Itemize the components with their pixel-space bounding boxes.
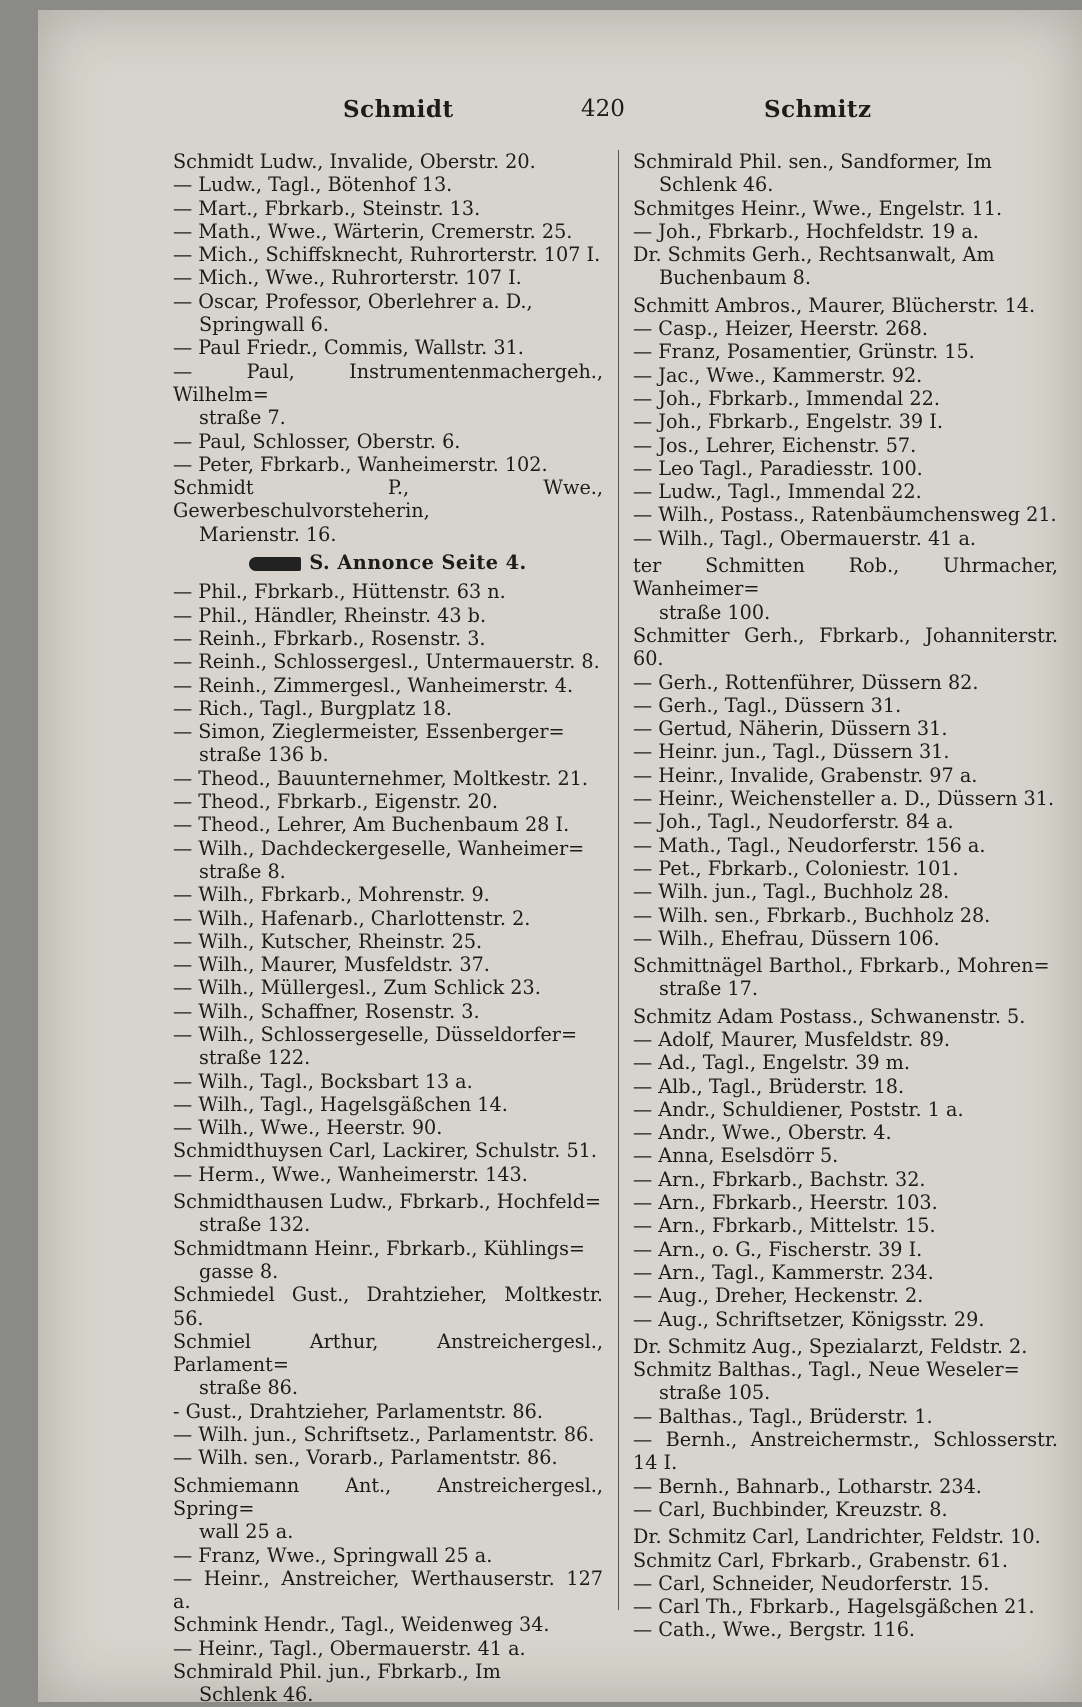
entry-line: Schmidt P., Wwe., Gewerbeschulvorsteherin, bbox=[173, 476, 603, 523]
entry-line: — Wilh., Tagl., Obermauerstr. 41 a. bbox=[633, 526, 976, 550]
entry-line: Schmitz Balthas., Tagl., Neue Weseler= bbox=[633, 1358, 1020, 1382]
directory-entry bbox=[173, 1544, 603, 1567]
entry-line: Schmitz Adam Postass., Schwanenstr. 5. bbox=[633, 1004, 1026, 1028]
directory-entry bbox=[173, 1446, 603, 1469]
entry-line: Schmidtmann Heinr., Fbrkarb., Kühlings= bbox=[173, 1236, 586, 1260]
entry-line: - Gust., Drahtzieher, Parlamentstr. 86. bbox=[173, 1399, 543, 1423]
directory-entry bbox=[173, 976, 603, 999]
directory-entry bbox=[633, 387, 1058, 410]
left-column bbox=[173, 150, 603, 1707]
entry-continuation: gasse 8. bbox=[199, 1259, 279, 1283]
header-right-surname: Schmitz bbox=[764, 96, 872, 123]
directory-entry bbox=[173, 173, 603, 196]
entry-line: Dr. Schmits Gerh., Rechtsanwalt, Am bbox=[633, 243, 995, 267]
entry-line: Schmirald Phil. jun., Fbrkarb., Im bbox=[173, 1660, 501, 1683]
entry-line: — Ludw., Tagl., Bötenhof 13. bbox=[173, 173, 453, 197]
directory-entry bbox=[173, 266, 603, 289]
directory-entry bbox=[633, 1572, 1058, 1595]
entry-line: — Gertud, Näherin, Düssern 31. bbox=[633, 717, 948, 741]
entry-line: — Joh., Fbrkarb., Engelstr. 39 I. bbox=[633, 410, 943, 434]
entry-continuation: straße 7. bbox=[199, 406, 286, 430]
entry-line: — Simon, Zieglermeister, Essenberger= bbox=[173, 720, 565, 744]
directory-entry bbox=[173, 883, 603, 906]
entry-line: Schmink Hendr., Tagl., Weidenweg 34. bbox=[173, 1613, 550, 1637]
directory-entry bbox=[173, 650, 603, 673]
directory-entry bbox=[633, 1261, 1058, 1284]
directory-entry bbox=[633, 954, 1058, 1001]
entry-line: — Theod., Lehrer, Am Buchenbaum 28 I. bbox=[173, 813, 570, 837]
entry-line: — Reinh., Fbrkarb., Rosenstr. 3. bbox=[173, 626, 486, 650]
directory-entry bbox=[173, 767, 603, 790]
directory-entry bbox=[633, 1498, 1058, 1521]
entry-line: Dr. Schmitz Aug., Spezialarzt, Feldstr. 2. bbox=[633, 1334, 1028, 1358]
entry-line: — Heinr. jun., Tagl., Düssern 31. bbox=[633, 740, 950, 764]
entry-line: — Leo Tagl., Paradiesstr. 100. bbox=[633, 456, 923, 480]
directory-entry bbox=[173, 1190, 603, 1237]
directory-entry bbox=[173, 837, 603, 884]
entry-line: — Balthas., Tagl., Brüderstr. 1. bbox=[633, 1404, 933, 1428]
entry-line: Schmittnägel Barthol., Fbrkarb., Mohren= bbox=[633, 954, 1050, 978]
entry-line: — Alb., Tagl., Brüderstr. 18. bbox=[633, 1074, 905, 1098]
directory-entry bbox=[173, 453, 603, 476]
entry-line: — Rich., Tagl., Burgplatz 18. bbox=[173, 696, 452, 720]
entry-line: — Aug., Dreher, Heckenstr. 2. bbox=[633, 1284, 924, 1308]
directory-entry bbox=[633, 1335, 1058, 1358]
directory-entry bbox=[633, 317, 1058, 340]
entry-line: Schmidt Ludw., Invalide, Oberstr. 20. bbox=[173, 150, 536, 173]
directory-entry bbox=[173, 476, 603, 546]
entry-continuation: straße 132. bbox=[199, 1213, 311, 1237]
entry-continuation: wall 25 a. bbox=[199, 1520, 294, 1544]
entry-line: — Heinr., Tagl., Obermauerstr. 41 a. bbox=[173, 1636, 526, 1660]
directory-entry bbox=[173, 1637, 603, 1660]
entry-line: — Paul, Instrumentenmachergeh., Wilhelm= bbox=[173, 359, 603, 406]
entry-line: — Franz, Posamentier, Grünstr. 15. bbox=[633, 340, 975, 364]
entry-line: — Wilh. sen., Fbrkarb., Buchholz 28. bbox=[633, 903, 991, 927]
directory-entry bbox=[633, 1618, 1058, 1641]
directory-entry bbox=[173, 953, 603, 976]
entry-line: — Wilh., Fbrkarb., Mohrenstr. 9. bbox=[173, 883, 490, 907]
entry-line: Schmiedel Gust., Drahtzieher, Moltkestr. 56. bbox=[173, 1283, 603, 1330]
directory-entry bbox=[633, 527, 1058, 550]
directory-entry bbox=[633, 740, 1058, 763]
entry-line: — Adolf, Maurer, Musfeldstr. 89. bbox=[633, 1027, 951, 1051]
annonce-text: S. Annonce Seite 4. bbox=[309, 551, 527, 575]
directory-entry bbox=[173, 1660, 603, 1707]
directory-entry bbox=[173, 1283, 603, 1330]
entry-line: — Reinh., Zimmergesl., Wanheimerstr. 4. bbox=[173, 673, 574, 697]
directory-entry bbox=[173, 1093, 603, 1116]
directory-entry bbox=[633, 1191, 1058, 1214]
directory-entry bbox=[173, 720, 603, 767]
directory-entry bbox=[633, 1051, 1058, 1074]
entry-line: — Carl, Schneider, Neudorferstr. 15. bbox=[633, 1571, 990, 1595]
entry-line: — Math., Wwe., Wärterin, Cremerstr. 25. bbox=[173, 219, 573, 243]
entry-line: ter Schmitten Rob., Uhrmacher, Wanheimer= bbox=[633, 554, 1058, 601]
directory-entry bbox=[173, 813, 603, 836]
entry-line: Schmidthuysen Carl, Lackirer, Schulstr. 51. bbox=[173, 1139, 597, 1163]
entry-line: — Wilh. jun., Tagl., Buchholz 28. bbox=[633, 880, 950, 904]
directory-entry bbox=[633, 434, 1058, 457]
directory-entry bbox=[633, 364, 1058, 387]
entry-line: Schmitt Ambros., Maurer, Blücherstr. 14. bbox=[633, 293, 1036, 317]
directory-entry bbox=[633, 880, 1058, 903]
entry-line: — Arn., o. G., Fischerstr. 39 I. bbox=[633, 1237, 923, 1261]
directory-entry bbox=[633, 834, 1058, 857]
directory-entry bbox=[633, 410, 1058, 433]
entry-line: Schmitter Gerh., Fbrkarb., Johanniterstr. 60. bbox=[633, 623, 1058, 671]
directory-entry bbox=[633, 1284, 1058, 1307]
entry-line: — Carl Th., Fbrkarb., Hagelsgäßchen 21. bbox=[633, 1595, 1035, 1619]
entry-line: — Phil., Händler, Rheinstr. 43 b. bbox=[173, 603, 487, 627]
entry-line: — Wilh., Postass., Ratenbäumchensweg 21. bbox=[633, 503, 1057, 527]
entry-continuation: straße 8. bbox=[199, 859, 286, 883]
entry-line: — Pet., Fbrkarb., Coloniestr. 101. bbox=[633, 856, 959, 880]
entry-line: — Phil., Fbrkarb., Hüttenstr. 63 n. bbox=[173, 580, 506, 604]
entry-line: — Peter, Fbrkarb., Wanheimerstr. 102. bbox=[173, 452, 548, 476]
entry-line: — Wilh., Kutscher, Rheinstr. 25. bbox=[173, 929, 483, 953]
directory-entry bbox=[173, 1400, 603, 1423]
entry-line: — Franz, Wwe., Springwall 25 a. bbox=[173, 1543, 493, 1567]
directory-entry bbox=[633, 1121, 1058, 1144]
entry-line: — Mart., Fbrkarb., Steinstr. 13. bbox=[173, 196, 481, 220]
entry-line: — Wilh., Tagl., Hagelsgäßchen 14. bbox=[173, 1092, 508, 1116]
entry-line: Dr. Schmitz Carl, Landrichter, Feldstr. 10. bbox=[633, 1525, 1041, 1549]
directory-entry bbox=[173, 790, 603, 813]
entry-line: — Theod., Fbrkarb., Eigenstr. 20. bbox=[173, 790, 498, 814]
entry-line: — Joh., Tagl., Neudorferstr. 84 a. bbox=[633, 810, 954, 834]
entry-line: — Arn., Fbrkarb., Mittelstr. 15. bbox=[633, 1214, 936, 1238]
entry-line: — Gerh., Tagl., Düssern 31. bbox=[633, 693, 902, 717]
entry-line: — Mich., Wwe., Ruhrorterstr. 107 I. bbox=[173, 266, 522, 290]
directory-entry bbox=[173, 1116, 603, 1139]
directory-entry bbox=[173, 907, 603, 930]
directory-entry bbox=[173, 290, 603, 337]
directory-entry bbox=[633, 1475, 1058, 1498]
entry-continuation: straße 122. bbox=[199, 1046, 311, 1070]
directory-entry bbox=[633, 554, 1058, 624]
directory-entry bbox=[633, 1238, 1058, 1261]
directory-entry bbox=[173, 604, 603, 627]
directory-entry bbox=[633, 810, 1058, 833]
entry-continuation: Schlenk 46. bbox=[659, 173, 774, 197]
entry-line: Schmitz Carl, Fbrkarb., Grabenstr. 61. bbox=[633, 1548, 1008, 1572]
entry-continuation: straße 105. bbox=[659, 1381, 771, 1405]
entry-line: Schmirald Phil. sen., Sandformer, Im bbox=[633, 150, 992, 173]
directory-entry bbox=[633, 927, 1058, 950]
entry-line: — Aug., Schriftsetzer, Königsstr. 29. bbox=[633, 1307, 985, 1331]
directory-entry bbox=[173, 1163, 603, 1186]
header-left-surname: Schmidt bbox=[343, 96, 454, 123]
directory-entry bbox=[633, 857, 1058, 880]
directory-entry bbox=[633, 1144, 1058, 1167]
entry-line: Schmiel Arthur, Anstreichergesl., Parlament= bbox=[173, 1329, 603, 1377]
directory-entry bbox=[173, 1000, 603, 1023]
entry-line: — Wilh., Schlossergeselle, Düsseldorfer= bbox=[173, 1022, 578, 1046]
directory-entry bbox=[173, 430, 603, 453]
entry-line: — Jos., Lehrer, Eichenstr. 57. bbox=[633, 433, 917, 457]
directory-entry bbox=[633, 1308, 1058, 1331]
directory-entry bbox=[173, 1237, 603, 1284]
directory-entry bbox=[633, 197, 1058, 220]
directory-page bbox=[38, 10, 1082, 1707]
directory-entry bbox=[173, 930, 603, 953]
entry-line: — Wilh., Ehefrau, Düssern 106. bbox=[633, 926, 940, 950]
entry-line: — Wilh. sen., Vorarb., Parlamentstr. 86. bbox=[173, 1446, 558, 1470]
entry-line: — Carl, Buchbinder, Kreuzstr. 8. bbox=[633, 1497, 948, 1521]
entry-line: — Wilh., Hafenarb., Charlottenstr. 2. bbox=[173, 906, 531, 930]
directory-entry bbox=[633, 480, 1058, 503]
directory-entry bbox=[633, 1405, 1058, 1428]
column-divider bbox=[618, 150, 619, 1610]
entry-line: — Theod., Bauunternehmer, Moltkestr. 21. bbox=[173, 766, 589, 790]
directory-entry bbox=[173, 674, 603, 697]
directory-entry bbox=[633, 294, 1058, 317]
entry-line: — Anna, Eselsdörr 5. bbox=[633, 1144, 839, 1168]
entry-line: — Joh., Fbrkarb., Hochfeldstr. 19 a. bbox=[633, 219, 979, 243]
directory-entry bbox=[633, 624, 1058, 671]
directory-entry bbox=[633, 1549, 1058, 1572]
entry-line: — Wilh., Müllergesl., Zum Schlick 23. bbox=[173, 976, 541, 1000]
directory-entry bbox=[633, 1428, 1058, 1475]
entry-continuation: Buchenbaum 8. bbox=[659, 266, 811, 290]
entry-line: — Gerh., Rottenführer, Düssern 82. bbox=[633, 670, 979, 694]
directory-entry bbox=[633, 1214, 1058, 1237]
directory-entry bbox=[633, 764, 1058, 787]
entry-continuation: Springwall 6. bbox=[199, 313, 329, 337]
entry-line: — Ad., Tagl., Engelstr. 39 m. bbox=[633, 1051, 910, 1075]
directory-entry bbox=[633, 503, 1058, 526]
directory-entry bbox=[173, 360, 603, 430]
entry-continuation: straße 86. bbox=[199, 1376, 298, 1400]
entry-line: — Herm., Wwe., Wanheimerstr. 143. bbox=[173, 1162, 528, 1186]
entry-continuation: straße 17. bbox=[659, 977, 758, 1001]
entry-line: — Bernh., Anstreichermstr., Schlosserstr. 14 I. bbox=[633, 1428, 1058, 1475]
entry-line: — Wilh., Wwe., Heerstr. 90. bbox=[173, 1116, 443, 1140]
annonce-notice bbox=[173, 551, 603, 574]
directory-entry bbox=[633, 1595, 1058, 1618]
directory-entry bbox=[173, 243, 603, 266]
entry-line: — Arn., Fbrkarb., Bachstr. 32. bbox=[633, 1167, 926, 1191]
directory-entry bbox=[173, 1330, 603, 1400]
directory-entry bbox=[173, 1474, 603, 1544]
entry-line: — Paul Friedr., Commis, Wallstr. 31. bbox=[173, 336, 524, 360]
entry-line: Schmiemann Ant., Anstreichergesl., Spring= bbox=[173, 1473, 603, 1520]
directory-entry bbox=[633, 1358, 1058, 1405]
entry-continuation: Schlenk 46. bbox=[199, 1683, 314, 1707]
entry-line: — Math., Tagl., Neudorferstr. 156 a. bbox=[633, 833, 986, 857]
directory-entry bbox=[173, 1613, 603, 1636]
directory-entry bbox=[633, 220, 1058, 243]
entry-line: — Joh., Fbrkarb., Immendal 22. bbox=[633, 386, 940, 410]
directory-entry bbox=[633, 1525, 1058, 1548]
directory-entry bbox=[173, 1423, 603, 1446]
entry-line: — Oscar, Professor, Oberlehrer a. D., bbox=[173, 289, 533, 313]
entry-line: — Cath., Wwe., Bergstr. 116. bbox=[633, 1618, 916, 1642]
directory-entry bbox=[633, 904, 1058, 927]
entry-line: — Mich., Schiffsknecht, Ruhrorterstr. 107 I. bbox=[173, 243, 601, 267]
directory-entry bbox=[173, 697, 603, 720]
directory-entry bbox=[173, 150, 603, 173]
directory-entry bbox=[633, 717, 1058, 740]
directory-entry bbox=[633, 1005, 1058, 1028]
directory-entry bbox=[173, 580, 603, 603]
directory-entry bbox=[633, 787, 1058, 810]
directory-entry bbox=[633, 694, 1058, 717]
directory-entry bbox=[633, 243, 1058, 290]
entry-line: — Jac., Wwe., Kammerstr. 92. bbox=[633, 363, 923, 387]
entry-line: Schmitges Heinr., Wwe., Engelstr. 11. bbox=[633, 196, 1003, 220]
entry-line: — Heinr., Invalide, Grabenstr. 97 a. bbox=[633, 763, 978, 787]
page-number: 420 bbox=[581, 96, 625, 122]
directory-entry bbox=[173, 197, 603, 220]
right-column bbox=[633, 150, 1058, 1642]
directory-entry bbox=[633, 457, 1058, 480]
directory-entry bbox=[633, 1075, 1058, 1098]
entry-line: — Wilh., Dachdeckergeselle, Wanheimer= bbox=[173, 836, 585, 860]
directory-entry bbox=[173, 1139, 603, 1162]
entry-line: — Andr., Wwe., Oberstr. 4. bbox=[633, 1121, 892, 1145]
entry-line: — Arn., Fbrkarb., Heerstr. 103. bbox=[633, 1191, 938, 1215]
entry-line: — Arn., Tagl., Kammerstr. 234. bbox=[633, 1260, 934, 1284]
directory-entry bbox=[173, 1023, 603, 1070]
entry-continuation: straße 100. bbox=[659, 600, 771, 624]
directory-entry bbox=[633, 1168, 1058, 1191]
directory-entry bbox=[173, 336, 603, 359]
entry-line: — Wilh., Schaffner, Rosenstr. 3. bbox=[173, 999, 480, 1023]
entry-line: — Bernh., Bahnarb., Lotharstr. 234. bbox=[633, 1474, 982, 1498]
directory-entry bbox=[173, 1070, 603, 1093]
entry-line: — Ludw., Tagl., Immendal 22. bbox=[633, 480, 922, 504]
directory-entry bbox=[633, 340, 1058, 363]
entry-line: — Casp., Heizer, Heerstr. 268. bbox=[633, 317, 928, 341]
directory-entry bbox=[633, 671, 1058, 694]
entry-line: Schmidthausen Ludw., Fbrkarb., Hochfeld= bbox=[173, 1190, 602, 1214]
entry-continuation: straße 136 b. bbox=[199, 743, 329, 767]
entry-continuation: Marienstr. 16. bbox=[199, 522, 337, 546]
entry-line: — Paul, Schlosser, Oberstr. 6. bbox=[173, 429, 461, 453]
entry-line: — Wilh., Tagl., Bocksbart 13 a. bbox=[173, 1069, 473, 1093]
directory-entry bbox=[173, 627, 603, 650]
entry-line: — Heinr., Weichensteller a. D., Düssern 31. bbox=[633, 787, 1055, 811]
directory-entry bbox=[633, 1098, 1058, 1121]
directory-entry bbox=[633, 1028, 1058, 1051]
directory-entry bbox=[633, 150, 1058, 197]
entry-line: — Reinh., Schlossergesl., Untermauerstr. 8. bbox=[173, 650, 600, 674]
pointing-hand-icon bbox=[249, 557, 301, 571]
directory-entry bbox=[173, 1567, 603, 1614]
directory-entry bbox=[173, 220, 603, 243]
entry-line: — Heinr., Anstreicher, Werthauserstr. 127 a. bbox=[173, 1566, 603, 1614]
entry-line: — Wilh. jun., Schriftsetz., Parlamentstr. 86. bbox=[173, 1423, 595, 1447]
entry-line: — Wilh., Maurer, Musfeldstr. 37. bbox=[173, 953, 490, 977]
entry-line: — Andr., Schuldiener, Poststr. 1 a. bbox=[633, 1097, 964, 1121]
page-header bbox=[38, 96, 1082, 136]
